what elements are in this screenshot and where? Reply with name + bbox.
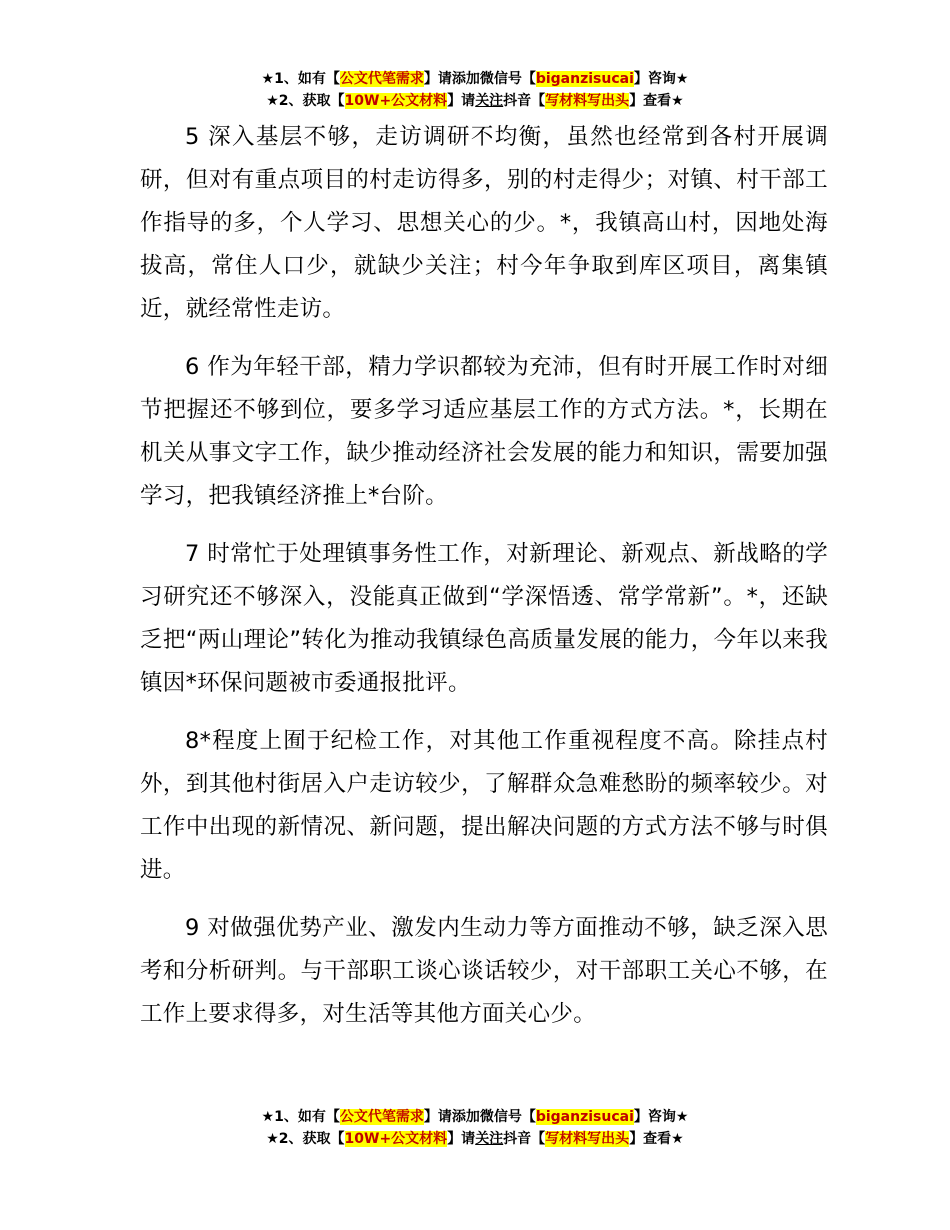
banner-text: 抖音【	[503, 1131, 546, 1147]
paragraph-7: 7 时常忙于处理镇事务性工作，对新理论、新观点、新战略的学习研究还不够深入，没能真正做到“学深悟透、常学常新”。*，还缺乏把“两山理论”转化为推动我镇绿色高质量发展的能力，今年以来我镇因*环保问题被市委通报批评。	[140, 541, 828, 696]
banner-text: 】请	[423, 1109, 452, 1125]
banner-line-1	[0, 68, 950, 90]
footer-banner	[0, 1106, 950, 1150]
banner-text: 抖音【	[503, 93, 546, 109]
banner-text: 微信号【	[479, 1109, 536, 1125]
paragraph-9: 9 对做强优势产业、激发内生动力等方面推动不够，缺乏深入思考和分析研判。与干部职工谈心谈话较少，对干部职工关心不够，在工作上要求得多，对生活等其他方面关心少。	[140, 915, 828, 1027]
banner-highlight: biganzisucai	[535, 1109, 634, 1125]
banner-line-2	[0, 1128, 950, 1150]
banner-emphasis: 添加	[451, 1109, 480, 1125]
banner-highlight: biganzisucai	[535, 71, 634, 87]
banner-text: 微信号【	[479, 71, 536, 87]
banner-text: 】咨询★	[633, 71, 689, 87]
banner-highlight: 公文代笔需求	[339, 71, 424, 87]
banner-emphasis: 关注	[475, 93, 504, 109]
banner-text: 】请	[447, 93, 476, 109]
banner-line-2	[0, 90, 950, 112]
banner-text: ★1、如有【	[261, 71, 340, 87]
paragraph-5: 5 深入基层不够，走访调研不均衡，虽然也经常到各村开展调研，但对有重点项目的村走访得多，别的村走得少；对镇、村干部工作指导的多，个人学习、思想关心的少。*，我镇高山村，因地处海拔高，常住人口少，就缺少关注；村今年争取到库区项目，离集镇近，就经常性走访。	[140, 124, 828, 322]
banner-text: ★2、获取【	[266, 1131, 345, 1147]
banner-text: 】咨询★	[633, 1109, 689, 1125]
banner-line-1	[0, 1106, 950, 1128]
banner-highlight: 写材料写出头	[545, 1131, 630, 1147]
banner-text: 】请	[447, 1131, 476, 1147]
paragraph-6: 6 作为年轻干部，精力学识都较为充沛，但有时开展工作时对细节把握还不够到位，要多学习适应基层工作的方式方法。*，长期在机关从事文字工作，缺少推动经济社会发展的能力和知识，需要加强学习，把我镇经济推上*台阶。	[140, 354, 828, 509]
banner-text: ★1、如有【	[261, 1109, 340, 1125]
banner-highlight: 公文代笔需求	[339, 1109, 424, 1125]
banner-emphasis: 添加	[451, 71, 480, 87]
banner-text: 】查看★	[629, 93, 684, 109]
banner-text: ★2、获取【	[266, 93, 345, 109]
banner-text: 】请	[423, 71, 452, 87]
paragraph-8: 8*程度上囿于纪检工作，对其他工作重视程度不高。除挂点村外，到其他村街居入户走访较少，了解群众急难愁盼的频率较少。对工作中出现的新情况、新问题，提出解决问题的方式方法不够与时俱进。	[140, 728, 828, 883]
banner-text: 】查看★	[629, 1131, 684, 1147]
banner-highlight: 10W+公文材料	[344, 93, 448, 109]
banner-highlight: 10W+公文材料	[344, 1131, 448, 1147]
banner-highlight: 写材料写出头	[545, 93, 630, 109]
banner-emphasis: 关注	[475, 1131, 504, 1147]
header-banner	[0, 68, 950, 112]
document-body	[140, 116, 828, 1051]
